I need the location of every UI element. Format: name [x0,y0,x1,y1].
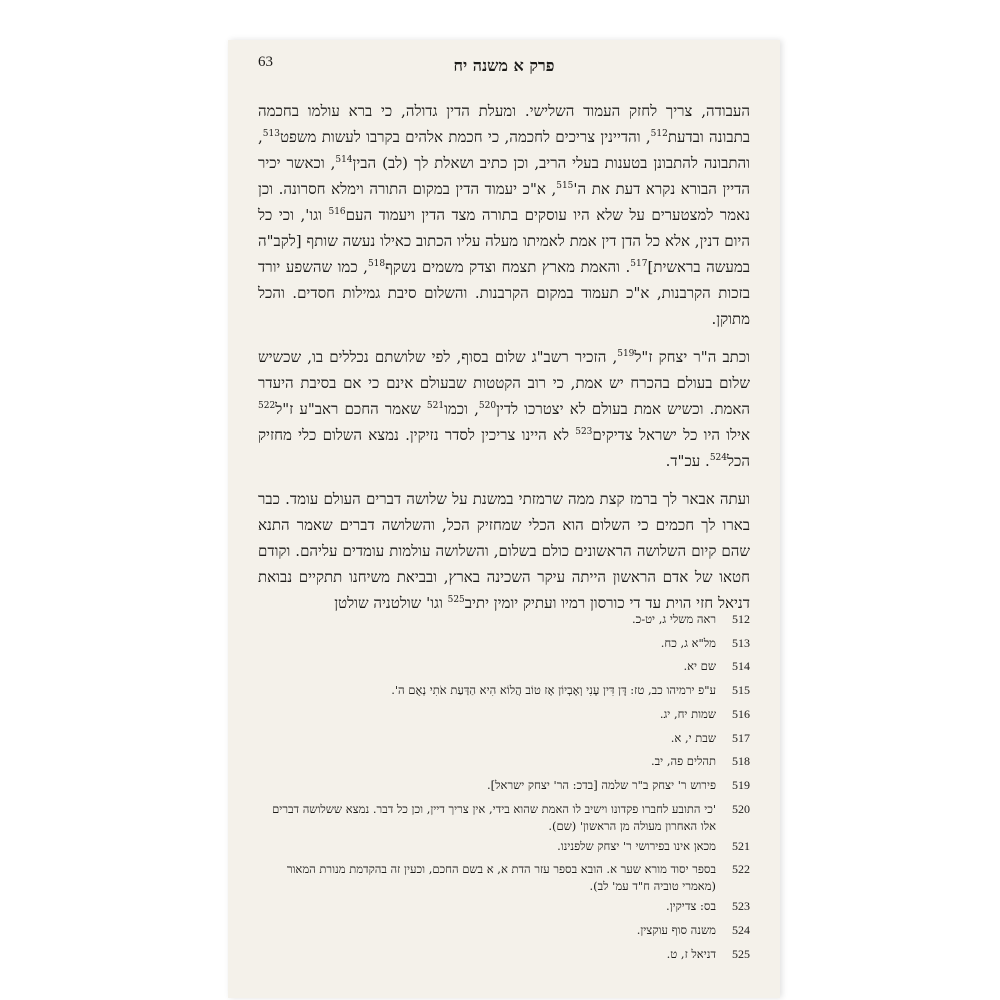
body-text: , והדיינין צריכים לחכמה, כי חכמת אלהים בקרבו לעשות משפט [279,128,651,146]
footnote-number: 515 [732,683,750,698]
footnote-text: פירוש ר' יצחק ב"ר שלמה [בדכ: הר' יצחק ישראל]. [487,777,716,792]
footnote [258,703,750,727]
body-text: וגו', וכי כל היום דנין, אלא כל הדן דין אמת לאמיתו מעלה עליו הכתוב כאילו נעשה שותף [לקב"ה במעשה בראשית] [258,206,751,276]
footnote [258,858,750,895]
footnote-marker: 517 [630,259,648,269]
footnote-number: 512 [732,612,750,626]
page-number: 63 [258,54,273,70]
footnote [258,798,750,835]
body-text: וגו' שולטניה שולטן [334,594,448,612]
footnote-number: 518 [732,754,750,769]
footnote [258,727,750,751]
footnote-text: מל"א ג, כח. [660,635,716,650]
body-text: , וכאשר יכיר הדיין הבורא נקרא דעת את ה' [258,154,750,198]
footnotes [258,608,750,966]
footnote-marker: 525 [447,595,465,605]
footnote-text: מכאן אינו בפירושי ר' יצחק שלפנינו. [557,838,716,853]
footnote-number: 516 [732,706,750,721]
footnote-marker: 518 [367,259,386,269]
body-paragraph [258,98,750,332]
footnote-number: 521 [732,838,750,853]
footnote [258,655,750,679]
footnote-marker: 524 [709,453,728,463]
footnote-marker: 516 [328,207,346,217]
body-text: שאמר החכם ראב"ע ז"ל [275,400,427,418]
footnote-number: 513 [732,635,750,650]
footnote-text: בס: צדיקין. [666,899,716,914]
footnote-number: 520 [732,801,750,816]
body-text: לא היינו צריכין לסדר נזיקין. נמצא השלום כלי מחזיק הכל [258,426,750,470]
body-text: , והתבונה להתבונן בטענות בעלי הריב, וכן כתיב ושאלת לך (לב) הבין [258,128,751,172]
body-text: וכתב ה"ר יצחק ז"ל [634,348,750,366]
footnote [258,679,750,703]
footnote-text: דניאל ז, ט. [666,946,716,961]
footnote [258,608,750,632]
body-paragraph [258,486,750,616]
running-head: פרק א משנה יח [453,56,555,75]
footnote-marker: 514 [335,155,353,165]
body-text: , כמו שהשפע יורד בזכות הקרבנות, א"כ תעמוד במקום הקרבנות. והשלום סיבת גמילות חסדים. והכל מתוקן. [258,258,750,328]
footnote-number: 522 [732,862,750,877]
footnote [258,835,750,859]
footnote-number: 514 [732,659,750,674]
footnote [258,774,750,798]
footnote-text: משנה סוף עוקצין. [636,923,716,938]
footnote-text: שמות יח, יג. [659,706,716,721]
footnote-text: ראה משלי ג, יט-כ. [631,612,716,626]
footnote-marker: 523 [575,427,593,437]
footnote-number: 519 [732,777,750,792]
footnote-marker: 522 [258,401,276,411]
body-text: . עכ"ד. [665,452,710,470]
footnote [258,750,750,774]
footnote [258,919,750,943]
footnote-number: 523 [732,899,750,914]
body-text: . והאמת מארץ תצמח וצדק משמים נשקף [385,258,631,276]
body-text: , הזכיר רשב"ג שלום בסוף, לפי שלושתם נכללים בו, שכשיש שלום בעולם בהכרח יש אמת, כי רוב הקטטות שבעולם אינם כי אם בסיבת היעדר האמת. וכשיש אמת בעולם לא יצטרכו לדין [258,348,750,418]
footnote-marker: 515 [556,181,574,191]
footnote-marker: 521 [426,401,445,411]
footnote-text: 'כי התובע לחברו פקדונו וישיב לו האמת שהוא בידי, אין צריך דיין, וכן כל דבר. נמצא ששלושה דברים אלו האחרון מעולה מן הראשון' (שם). [272,801,716,833]
main-text [258,98,750,628]
footnote-marker: 520 [478,401,497,411]
footnote-number: 524 [732,923,750,938]
footnote-text: בספר יסוד מורא שער א. הובא בספר עזר הדת א, א בשם החכם, וכעין זה בהקדמת מנורת המאור (מאמרי טוביה ח"ד עמ' לב). [286,862,716,894]
body-paragraph [258,344,750,474]
footnote-text: שם יא. [683,659,716,674]
footnote [258,632,750,656]
footnote-marker: 512 [650,129,668,139]
footnote-number: 525 [732,946,750,961]
footnote-text: שבת י, א. [670,730,716,745]
footnote-marker: 513 [262,129,280,139]
book-page [228,40,780,998]
footnote-marker: 519 [617,349,635,359]
footnote [258,943,750,967]
body-text: ועתה אבאר לך ברמז קצת ממה שרמזתי במשנת על שלושה דברים העולם עומד. כבר בארו לך חכמים כי השלום הוא הכלי שמחזיק הכל, והשלושה דברים שאמר התנא שהם קיום השלושה הראשונים כולם בשלום, והשלושה עולמות עומדים עליהם. וקודם חטאו של אדם הראשון הייתה עיקר השכינה בארץ, ובביאת משיחנו תתקיים נבואת דניאל חזי הוית עד די כורסון רמיו ועתיק יומין יתיב [258,490,750,612]
footnote-text: תהלים פה, יב. [650,754,716,769]
footnote-text: ע"פ ירמיהו כב, טז: דָּן דִּין עָנִי וְאֶבְיוֹן אָז טוֹב הֲלוֹא הִיא הַדַּעַת אֹתִי נְאֻם ה'. [391,683,716,698]
footnote-number: 517 [732,730,750,745]
body-text: , וכמו [444,400,479,418]
footnote [258,895,750,919]
body-text: אילו היו כל ישראל צדיקים [592,426,750,444]
body-text: העבודה, צריך לחזק העמוד השלישי. ומעלת הדין גדולה, כי ברא עולמו בחכמה בתבונה ובדעת [258,102,750,146]
body-text: , א"כ יעמוד הדין במקום התורה וימלא חסרונה. וכן נאמר למצטערים על שלא היו עוסקים בתורה מצד הדין ויעמוד העם [258,180,750,224]
